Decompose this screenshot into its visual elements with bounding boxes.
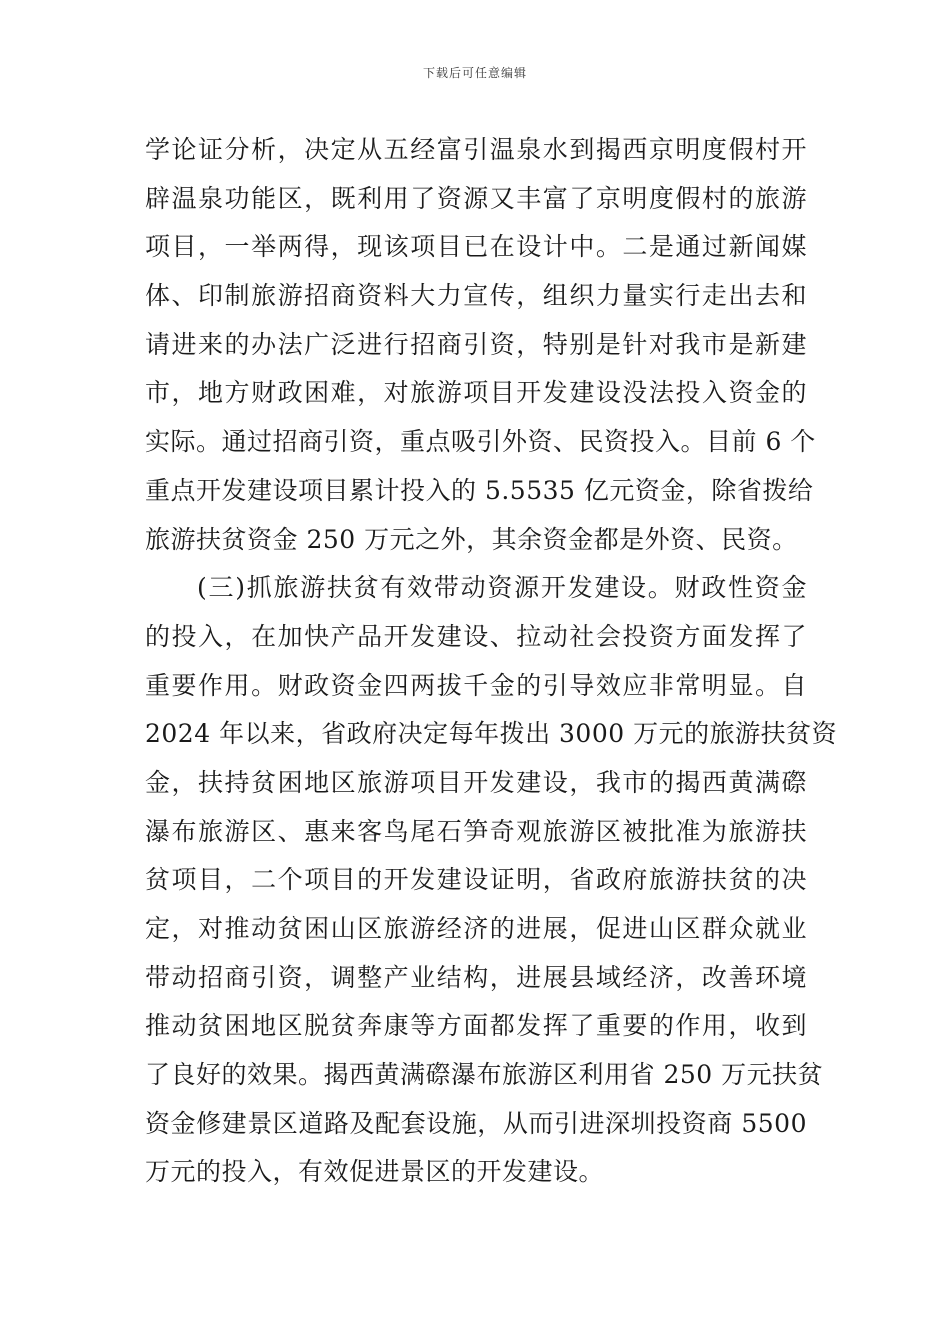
text-line: 贫项目，二个项目的开发建设证明，省政府旅游扶贫的决 bbox=[145, 865, 807, 895]
text-line: 万元的投入，有效促进景区的开发建设。 bbox=[145, 1157, 605, 1187]
text-line: 学论证分析，决定从五经富引温泉水到揭西京明度假村开 bbox=[145, 135, 807, 164]
text-line: 旅游扶贫资金 250 万元之外，其余资金都是外资、民资。 bbox=[145, 524, 798, 554]
text-line: 资金修建景区道路及配套设施，从而引进深圳投资商 5500 bbox=[145, 1108, 807, 1138]
text-line: 重要作用。财政资金四两拔千金的引导效应非常明显。自 bbox=[145, 670, 807, 700]
text-line: 瀑布旅游区、惠来客鸟尾石笋奇观旅游区被批准为旅游扶 bbox=[145, 816, 807, 846]
text-line: 请进来的办法广泛进行招商引资，特别是针对我市是新建 bbox=[145, 329, 807, 359]
text-line: 推动贫困地区脱贫奔康等方面都发挥了重要的作用，收到 bbox=[145, 1011, 807, 1041]
text-line: 体、印制旅游招商资料大力宣传，组织力量实行走出去和 bbox=[145, 281, 807, 311]
text-line: 实际。通过招商引资，重点吸引外资、民资投入。目前 6 个 bbox=[145, 427, 816, 457]
text-line: 的投入，在加快产品开发建设、拉动社会投资方面发挥了 bbox=[145, 621, 807, 651]
text-line: (三)抓旅游扶贫有效带动资源开发建设。财政性资金 bbox=[197, 573, 807, 603]
text-line: 2024 年以来，省政府决定每年拨出 3000 万元的旅游扶贫资 bbox=[145, 719, 838, 749]
text-line: 辟温泉功能区，既利用了资源又丰富了京明度假村的旅游 bbox=[145, 183, 807, 213]
body-text bbox=[145, 126, 838, 1197]
header-note: 下载后可任意编辑 bbox=[422, 66, 527, 80]
text-line: 项目，一举两得，现该项目已在设计中。二是通过新闻媒 bbox=[145, 232, 807, 262]
text-line: 市，地方财政困难，对旅游项目开发建设没法投入资金的 bbox=[145, 378, 807, 408]
text-line: 金，扶持贫困地区旅游项目开发建设，我市的揭西黄满磜 bbox=[145, 767, 807, 797]
text-line: 了良好的效果。揭西黄满磜瀑布旅游区利用省 250 万元扶贫 bbox=[145, 1060, 824, 1090]
text-line: 重点开发建设项目累计投入的 5.5535 亿元资金，除省拨给 bbox=[145, 475, 814, 505]
text-line: 定，对推动贫困山区旅游经济的进展，促进山区群众就业 bbox=[145, 914, 807, 943]
text-line: 带动招商引资，调整产业结构，进展县域经济，改善环境 bbox=[145, 962, 807, 992]
